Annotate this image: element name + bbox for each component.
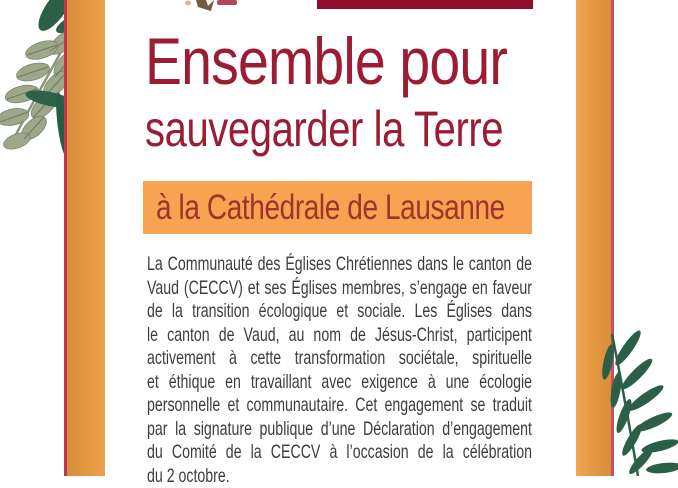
poster-title-line1: Ensemble pour	[145, 24, 507, 98]
paragraph-line: par la signature publique d’une Déclaration d’engagement	[147, 418, 532, 442]
olive-branch-icon	[594, 328, 678, 476]
paragraph-line: de la transition écologique et sociale. Les Églises dans	[147, 300, 532, 324]
paragraph-line: et éthique en travaillant avec exigence à une écologie	[147, 371, 532, 395]
paragraph-line: Vaud (CECCV) et ses Églises membres, s’engage en faveur	[147, 277, 532, 301]
paragraph-line: du Comité de la CECCV à l’occasion de la célébration	[147, 441, 532, 465]
poster-title-line2: sauvegarder la Terre	[145, 101, 503, 157]
location-banner	[143, 181, 532, 234]
top-maroon-bar	[317, 0, 533, 9]
paragraph-line: le canton de Vaud, au nom de Jésus-Christ, participent	[147, 324, 532, 348]
body-paragraph	[147, 253, 532, 488]
location-banner-text: à la Cathédrale de Lausanne	[156, 181, 505, 234]
paragraph-line: du 2 octobre.	[147, 465, 532, 488]
paragraph-line: personnelle et communautaire. Cet engagement se traduit	[147, 394, 532, 418]
paragraph-line: La Communauté des Églises Chrétiennes dans le canton de	[147, 253, 532, 277]
paragraph-line: activement à cette transformation sociétale, spirituelle	[147, 347, 532, 371]
partial-logo	[184, 0, 248, 12]
left-frame-bar	[64, 0, 105, 476]
